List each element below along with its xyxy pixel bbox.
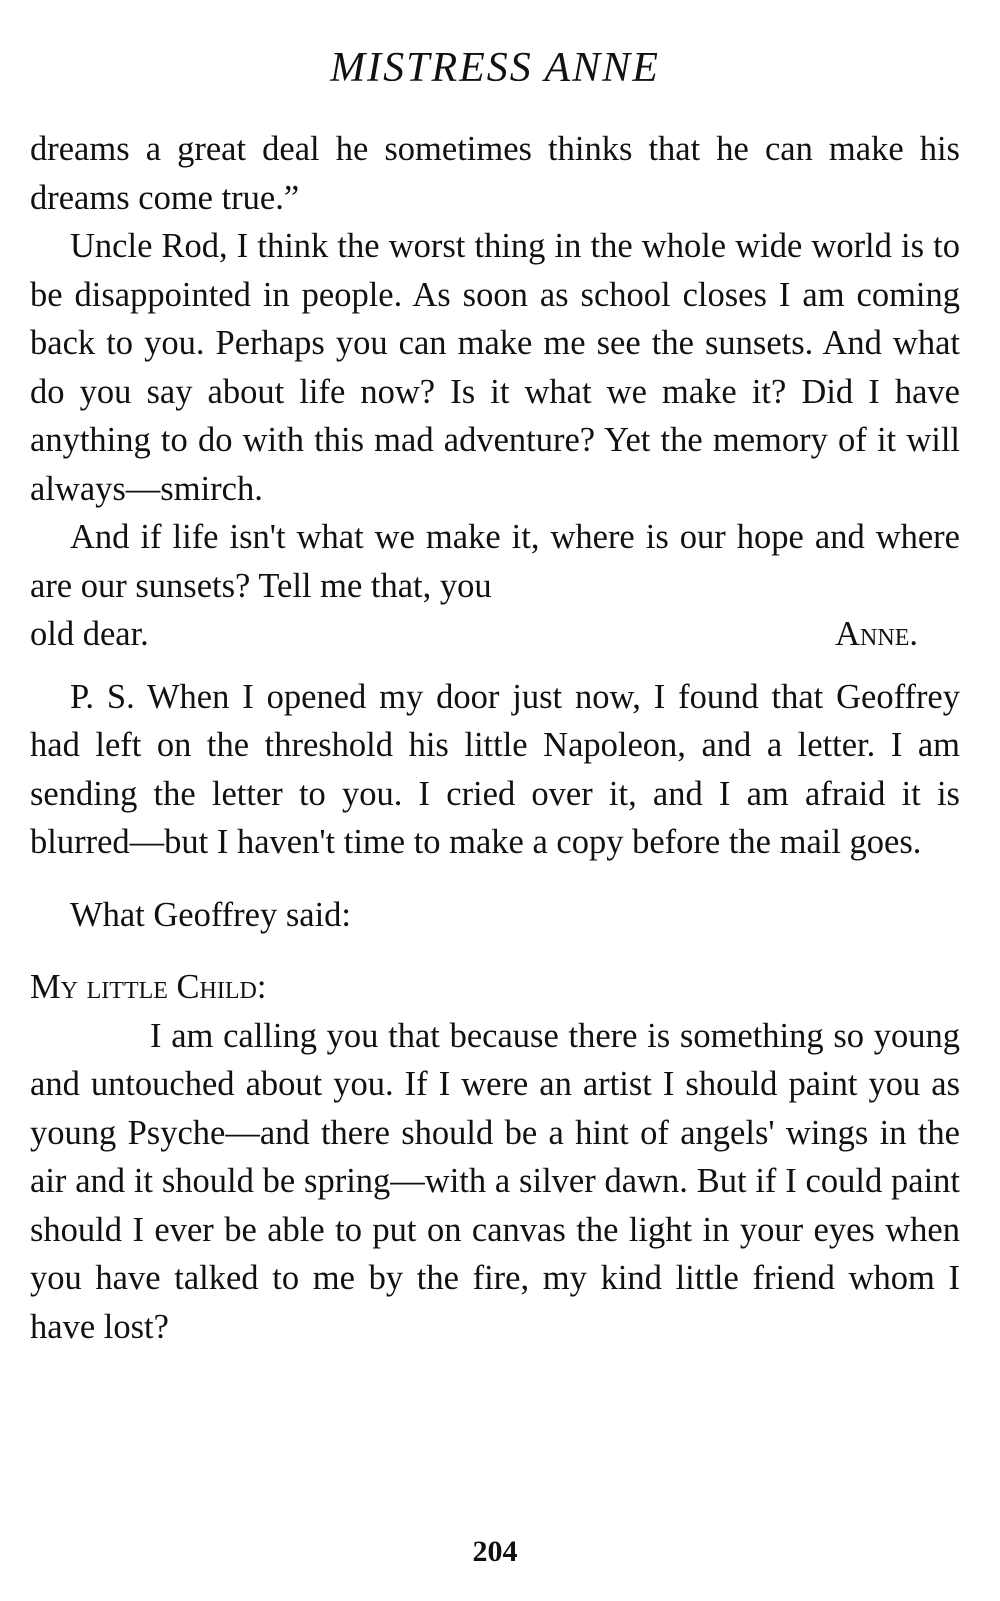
signoff-line	[30, 610, 960, 659]
page-number: 204	[472, 1535, 518, 1568]
paragraph-continued: dreams a great deal he sometimes thinks that he can make his dreams come true.”	[30, 130, 960, 217]
paragraph-life	[30, 513, 960, 610]
letter-salutation: My little Child:	[30, 968, 267, 1006]
signoff-text: old dear.	[30, 615, 149, 653]
paragraph-uncle-rod: Uncle Rod, I think the worst thing in the whole wide world is to be disappointed in people. As soon as school closes I am coming back to you. Perhaps you can make me see the sunsets. And what do you say about life now? Is it what we make it? Did I have anything to do with this mad adventure? Yet the memory of it will always—smirch.	[30, 227, 960, 508]
paragraph-what-geoffrey-said: What Geoffrey said:	[70, 895, 352, 934]
running-title: MISTRESS ANNE	[330, 45, 660, 91]
postscript: P. S. When I opened my door just now, I found that Geoffrey had left on the threshold his little Napoleon, and a letter. I am sending the letter to you. I cried over it, and I am afraid it is blurred—but I haven't time to make a copy before the mail goes.	[30, 677, 960, 861]
signature: Anne.	[835, 615, 918, 653]
page-body	[30, 125, 960, 1351]
book-page	[30, 30, 960, 1590]
paragraph-life-text: And if life isn't what we make it, where is our hope and where are our sunsets? Tell me that, you	[30, 518, 960, 605]
letter-paragraph: I am calling you that because there is something so young and untouched about you. If I were an artist I should paint you as young Psyche—and there should be a hint of angels' wings in the air and it should be spring—with a silver dawn. But if I could paint should I ever be able to put on canvas the light in your eyes when you have talked to me by the fire, my kind little friend whom I have lost?	[30, 1016, 960, 1346]
